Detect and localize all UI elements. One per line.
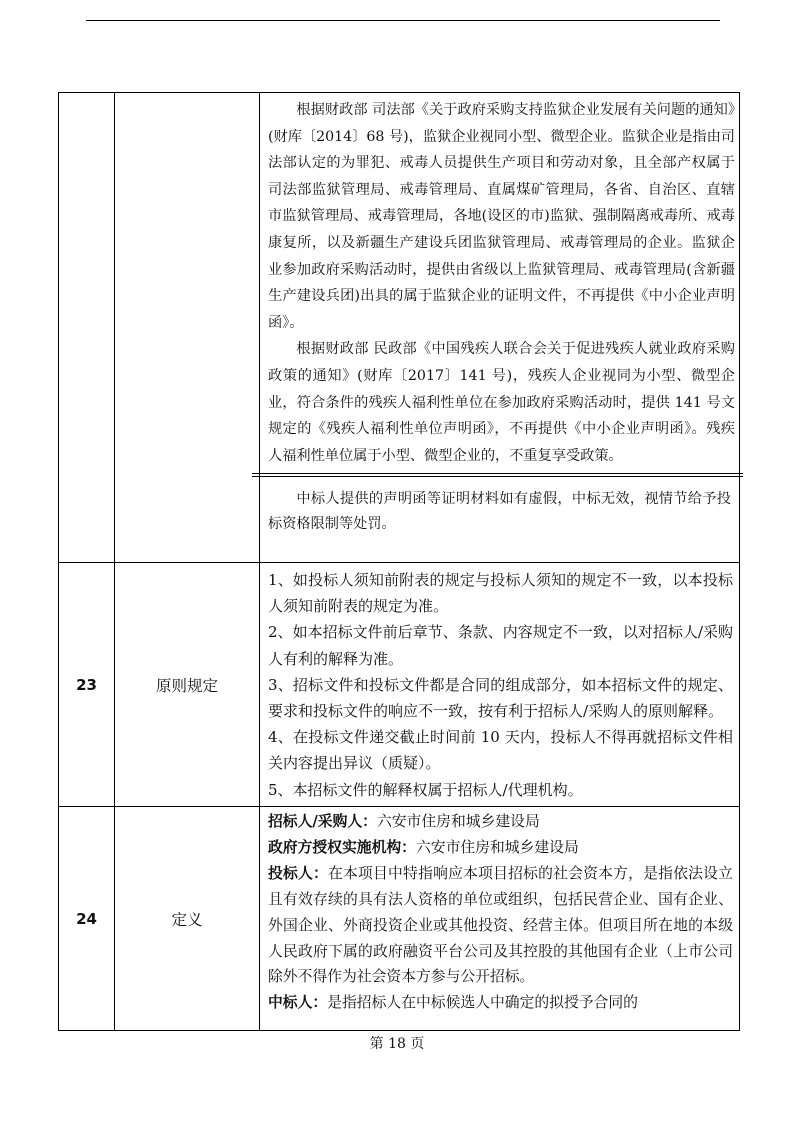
row-name-cell bbox=[115, 93, 260, 563]
definition-term: 招标人/采购人： bbox=[268, 813, 377, 830]
definition-text: 是指招标人在中标候选人中确定的拟授予合同的 bbox=[327, 994, 638, 1012]
definition-term: 投标人： bbox=[268, 864, 329, 882]
row-number: 24 bbox=[59, 807, 115, 1031]
row-name: 原则规定 bbox=[115, 563, 260, 807]
principle-item-2: 2、如本招标文件前后章节、条款、内容规定不一致，以对招标人/采购人有利的解释为准。 bbox=[268, 623, 733, 668]
definition-item bbox=[260, 861, 739, 991]
row-number-cell bbox=[59, 93, 115, 563]
row-content bbox=[260, 807, 740, 1031]
definition-item bbox=[260, 990, 739, 1016]
principle-item-3: 3、招标文件和投标文件都是合同的组成部分，如本招标文件的规定、要求和投标文件的响应不一致，按有利于招标人/采购人的原则解释。 bbox=[268, 675, 733, 721]
page-number: 第 18 页 bbox=[369, 1036, 425, 1052]
definition-item bbox=[260, 809, 739, 835]
row-number: 23 bbox=[59, 563, 115, 807]
principle-item-5: 5、本招标文件的解释权属于招标人/代理机构。 bbox=[268, 780, 583, 799]
principle-item-1: 1、如投标人须知前附表的规定与投标人须知的规定不一致，以本投标人须知前附表的规定为准。 bbox=[268, 571, 733, 616]
false-declaration-note: 中标人提供的声明函等证明材料如有虚假，中标无效，视情节给予投标资格限制等处罚。 bbox=[268, 491, 731, 533]
definition-text: 在本项目中特指响应本项目招标的社会资本方，是指依法设立且有效存续的具有法人资格的单位或组织，包括民营企业、国有企业、外国企业、外商投资企业或其他投资、经营主体。但项目所在地的本级人民政府下属的政府融资平台公司及其控股的其他国有企业（上市公司除外不得作为社会资本方参与公开招标。 bbox=[268, 864, 733, 986]
definition-text: 六安市住房和城乡建设局 bbox=[376, 813, 540, 830]
row-content bbox=[260, 563, 740, 807]
principle-item-4: 4、在投标文件递交截止时间前 10 天内，投标人不得再就招标文件相关内容提出异议（质疑）。 bbox=[268, 728, 733, 773]
definition-term: 政府方授权实施机构： bbox=[268, 838, 416, 856]
table-row-24 bbox=[59, 807, 740, 1031]
definition-item bbox=[260, 835, 739, 861]
definition-text: 六安市住房和城乡建设局 bbox=[415, 838, 579, 856]
requirements-table bbox=[58, 92, 740, 1031]
table-row-continued bbox=[59, 93, 740, 563]
header-rule bbox=[86, 20, 720, 21]
disabled-welfare-paragraph: 根据财政部 民政部《中国残疾人联合会关于促进残疾人就业政府采购政策的通知》(财库〔2017〕141 号)，残疾人企业视同为小型、微型企业，符合条件的残疾人福利性单位在参加政府采购活动时，提供 141 号文规定的《残疾人福利性单位声明函》，不再提供《中小企业声明函》。残疾人福利性单位属于小型、微型企业的，不重复享受政策。 bbox=[268, 341, 735, 464]
row-content-cell bbox=[260, 93, 740, 563]
table-row-23 bbox=[59, 563, 740, 807]
prison-enterprise-paragraph: 根据财政部 司法部《关于政府采购支持监狱企业发展有关问题的通知》(财库〔2014〕68 号)，监狱企业视同小型、微型企业。监狱企业是指由司法部认定的为罪犯、戒毒人员提供生产项目和劳动对象，且全部产权属于司法部监狱管理局、戒毒管理局、直属煤矿管理局，各省、自治区、直辖市监狱管理局、戒毒管理局，各地(设区的市)监狱、强制隔离戒毒所、戒毒康复所，以及新疆生产建设兵团监狱管理局、戒毒管理局的企业。监狱企业参加政府采购活动时，提供由省级以上监狱管理局、戒毒管理局(含新疆生产建设兵团)出具的属于监狱企业的证明文件，不再提供《中小企业声明函》。 bbox=[268, 102, 735, 331]
row-name: 定义 bbox=[115, 807, 260, 1031]
definition-term: 中标人： bbox=[268, 994, 328, 1012]
